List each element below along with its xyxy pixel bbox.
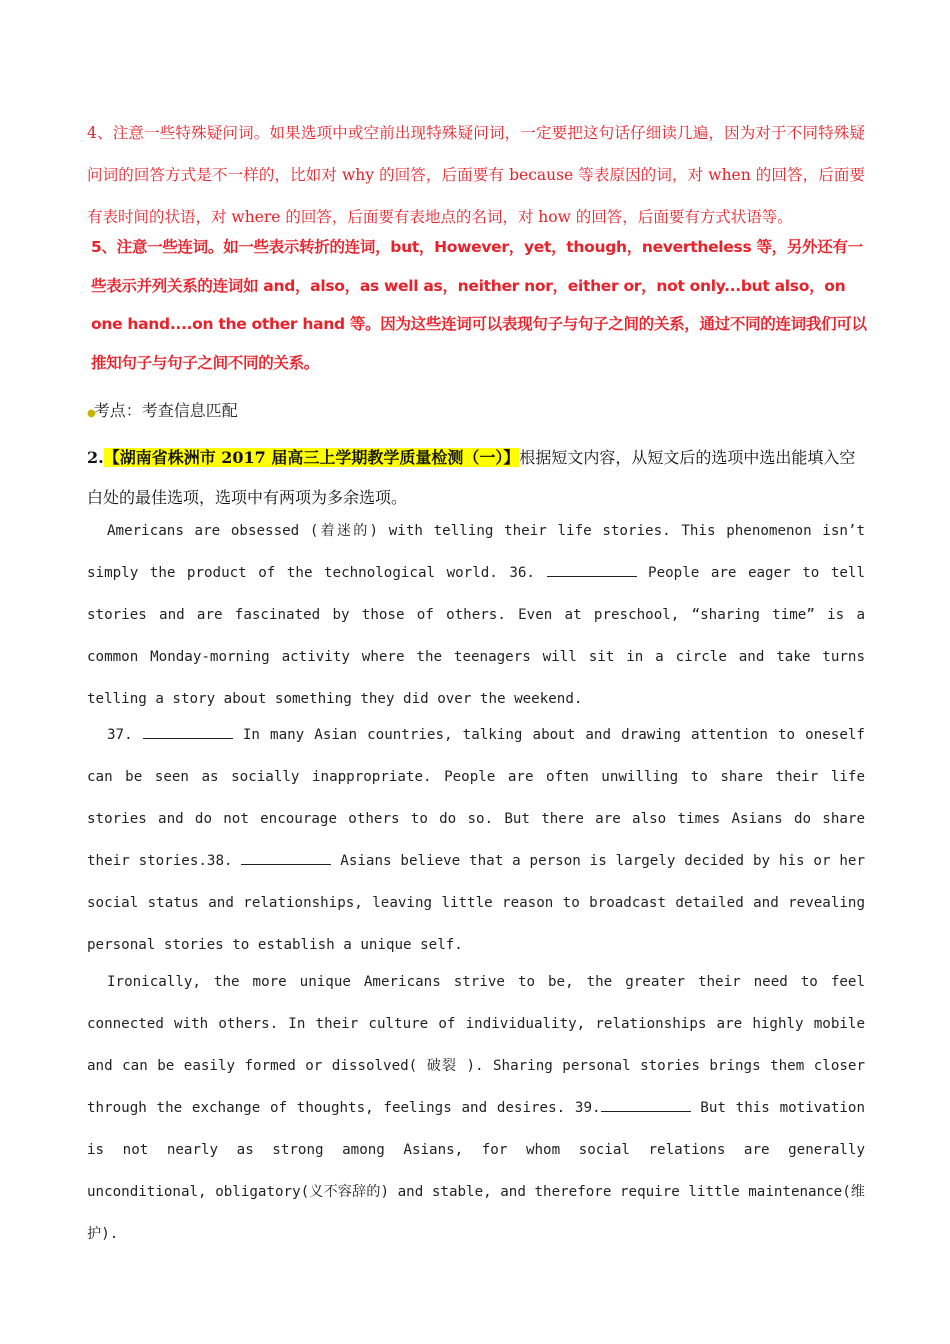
question-source: 【湖南省株洲市 2017 届高三上学期教学质量检测（一）】: [103, 448, 520, 467]
answer-blank-36: [547, 562, 637, 577]
question-header: [87, 438, 865, 518]
exam-point-label: [87, 398, 865, 427]
passage-text: Ironically, the more unique Americans strive to be, the greater their need to feel connected with others. In their culture of individuality, relationships are highly mobile and can be easily formed or dissolved( 破裂 ). Sharing personal stories brings them closer through the exchange of thoughts, feelings and desires. 39.: [87, 974, 865, 1116]
tip-4-text: 4、注意一些特殊疑问词。如果选项中或空前出现特殊疑问词，一定要把这句话仔细读几遍，因为对于不同特殊疑问词的回答方式是不一样的，比如对 why 的回答，后面要有 because 等表原因的词，对 when 的回答，后面要有表时间的状语，对 where 的回答，后面要有表地点的名词，对 how 的回答，后面要有方式状语等。: [87, 124, 865, 226]
exam-point-text: 考点：考查信息匹配: [93, 401, 238, 420]
passage-text: People are eager to tell stories and are fascinated by those of others. Even at preschool, “sharing time” is a common Monday-morning activity where the teenagers will sit in a circle and take turns telling a story about something they did over the weekend.: [87, 565, 865, 707]
bullet-dot-icon: ●: [87, 408, 96, 419]
answer-blank-37: [143, 724, 233, 739]
answer-blank-38: [241, 850, 331, 865]
passage-paragraph-2: [87, 714, 865, 966]
reading-passage: [87, 510, 865, 1255]
answer-blank-39: [601, 1097, 691, 1112]
question-instruction: 根据短文内容，从短文后的选项中选出能填入空白处的最佳选项，选项中有两项为多余选项。: [87, 448, 856, 507]
passage-text: But this motivation is not nearly as strong among Asians, for whom social relations are generally unconditional, obligatory(义不容辞的) and stable, and therefore require little maintenance(维护).: [87, 1100, 865, 1242]
passage-text: Asians believe that a person is largely decided by his or her social status and relationships, leaving little reason to broadcast detailed and revealing personal stories to establish a unique self.: [87, 853, 865, 953]
tip-5-text: 5、注意一些连词。如一些表示转折的连词，but，However，yet，though，nevertheless 等，另外还有一些表示并列关系的连词如 and，also，as well as，neither nor，either or，not only...but also，on one hand....on the other hand 等。因为这些连词可以表现句子与句子之间的关系，通过不同的连词我们可以推知句子与句子之间不同的关系。: [91, 238, 867, 372]
passage-text: 37.: [107, 727, 133, 743]
tip-4-paragraph: [87, 112, 865, 238]
passage-text: Americans are obsessed (着迷的) with telling their life stories. This phenomenon isn’t simply the product of the technological world. 36.: [87, 523, 865, 581]
passage-paragraph-3: [87, 961, 865, 1255]
tip-5-paragraph: [91, 228, 871, 382]
passage-paragraph-1: [87, 510, 865, 720]
passage-text: In many Asian countries, talking about and drawing attention to oneself can be seen as socially inappropriate. People are often unwilling to share their life stories and do not encourage others to do so. But there are also times Asians do share their stories.38.: [87, 727, 865, 869]
question-number: 2.: [87, 448, 104, 467]
